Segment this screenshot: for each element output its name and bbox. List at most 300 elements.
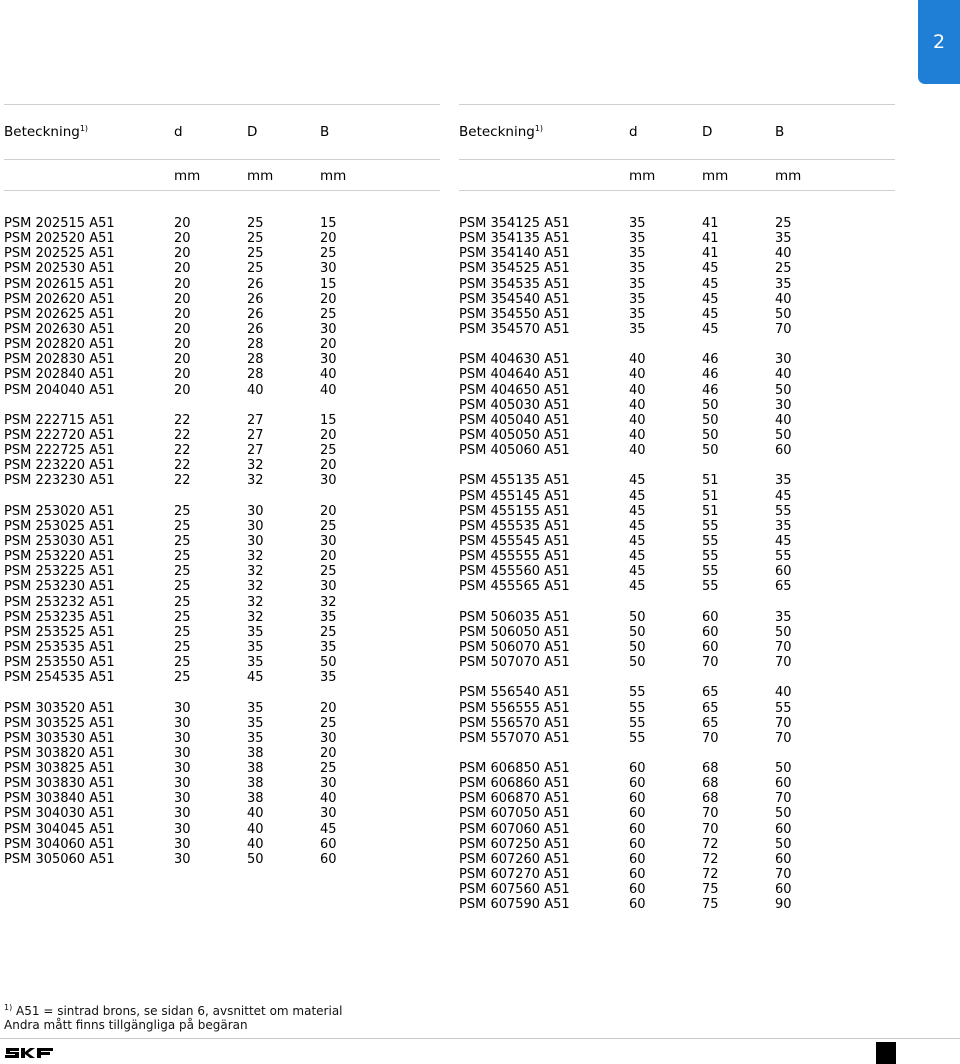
designation-cell: PSM 455145 A51 bbox=[459, 488, 570, 504]
D-cell: 60 bbox=[702, 639, 719, 655]
header-designation: Beteckning$^{1)}$ bbox=[4, 124, 89, 140]
d-cell: 40 bbox=[629, 443, 646, 459]
designation-cell: PSM 253220 A51 bbox=[4, 549, 115, 565]
d-cell: 40 bbox=[629, 412, 646, 428]
table-row bbox=[4, 292, 440, 307]
d-cell: 22 bbox=[174, 473, 191, 489]
B-cell: 25 bbox=[320, 246, 337, 262]
D-cell: 45 bbox=[702, 261, 719, 277]
d-cell: 35 bbox=[629, 306, 646, 322]
d-cell: 30 bbox=[174, 776, 191, 792]
B-cell: 25 bbox=[320, 564, 337, 580]
designation-cell: PSM 354570 A51 bbox=[459, 321, 570, 337]
D-cell: 27 bbox=[247, 443, 264, 459]
d-cell: 45 bbox=[629, 518, 646, 534]
table-row bbox=[459, 383, 895, 398]
d-cell: 25 bbox=[174, 609, 191, 625]
B-cell: 40 bbox=[320, 367, 337, 383]
designation-cell: PSM 404650 A51 bbox=[459, 382, 570, 398]
d-cell: 25 bbox=[174, 579, 191, 595]
D-cell: 25 bbox=[247, 261, 264, 277]
group-spacer bbox=[459, 458, 895, 473]
D-cell: 25 bbox=[247, 246, 264, 262]
B-cell: 70 bbox=[775, 655, 792, 671]
B-cell: 35 bbox=[320, 609, 337, 625]
B-cell: 50 bbox=[775, 306, 792, 322]
designation-cell: PSM 607260 A51 bbox=[459, 851, 570, 867]
B-cell: 65 bbox=[775, 579, 792, 595]
B-cell: 60 bbox=[775, 564, 792, 580]
d-cell: 45 bbox=[629, 488, 646, 504]
table-row bbox=[4, 322, 440, 337]
D-cell: 70 bbox=[702, 821, 719, 837]
B-cell: 70 bbox=[775, 730, 792, 746]
D-cell: 70 bbox=[702, 655, 719, 671]
B-cell: 60 bbox=[320, 836, 337, 852]
D-cell: 65 bbox=[702, 685, 719, 701]
D-cell: 51 bbox=[702, 488, 719, 504]
B-cell: 20 bbox=[320, 337, 337, 353]
D-cell: 40 bbox=[247, 836, 264, 852]
table-row bbox=[459, 413, 895, 428]
B-cell: 32 bbox=[320, 594, 337, 610]
table-row bbox=[4, 337, 440, 352]
table-row bbox=[4, 428, 440, 443]
header-divider bbox=[4, 159, 440, 160]
table-row bbox=[459, 504, 895, 519]
D-cell: 55 bbox=[702, 533, 719, 549]
D-cell: 41 bbox=[702, 216, 719, 231]
D-cell: 30 bbox=[247, 533, 264, 549]
B-cell: 30 bbox=[320, 579, 337, 595]
designation-cell: PSM 202615 A51 bbox=[4, 276, 115, 292]
D-cell: 65 bbox=[702, 715, 719, 731]
designation-cell: PSM 202830 A51 bbox=[4, 352, 115, 368]
table-row bbox=[459, 519, 895, 534]
d-cell: 50 bbox=[629, 655, 646, 671]
D-cell: 60 bbox=[702, 609, 719, 625]
designation-cell: PSM 404640 A51 bbox=[459, 367, 570, 383]
B-cell: 20 bbox=[320, 503, 337, 519]
B-cell: 60 bbox=[775, 882, 792, 898]
designation-cell: PSM 354525 A51 bbox=[459, 261, 570, 277]
B-cell: 30 bbox=[320, 321, 337, 337]
B-cell: 60 bbox=[775, 443, 792, 459]
d-cell: 30 bbox=[174, 761, 191, 777]
D-cell: 32 bbox=[247, 564, 264, 580]
designation-cell: PSM 607270 A51 bbox=[459, 867, 570, 883]
D-cell: 68 bbox=[702, 776, 719, 792]
table-row bbox=[459, 352, 895, 367]
D-cell: 51 bbox=[702, 503, 719, 519]
d-cell: 25 bbox=[174, 639, 191, 655]
designation-cell: PSM 253025 A51 bbox=[4, 518, 115, 534]
D-cell: 32 bbox=[247, 473, 264, 489]
d-cell: 20 bbox=[174, 246, 191, 262]
B-cell: 50 bbox=[775, 624, 792, 640]
designation-cell: PSM 303525 A51 bbox=[4, 715, 115, 731]
d-cell: 20 bbox=[174, 382, 191, 398]
B-cell: 70 bbox=[775, 639, 792, 655]
designation-cell: PSM 303820 A51 bbox=[4, 745, 115, 761]
B-cell: 25 bbox=[320, 518, 337, 534]
table-row bbox=[4, 519, 440, 534]
D-cell: 75 bbox=[702, 882, 719, 898]
table-row bbox=[459, 307, 895, 322]
d-cell: 22 bbox=[174, 443, 191, 459]
table-row bbox=[4, 852, 440, 867]
d-cell: 20 bbox=[174, 261, 191, 277]
d-cell: 22 bbox=[174, 458, 191, 474]
D-cell: 26 bbox=[247, 276, 264, 292]
B-cell: 40 bbox=[775, 367, 792, 383]
D-cell: 35 bbox=[247, 730, 264, 746]
designation-cell: PSM 607060 A51 bbox=[459, 821, 570, 837]
table-row bbox=[459, 534, 895, 549]
D-cell: 50 bbox=[702, 412, 719, 428]
table-row bbox=[4, 822, 440, 837]
D-cell: 72 bbox=[702, 851, 719, 867]
d-cell: 20 bbox=[174, 231, 191, 247]
B-cell: 50 bbox=[775, 382, 792, 398]
designation-cell: PSM 222720 A51 bbox=[4, 427, 115, 443]
d-cell: 25 bbox=[174, 655, 191, 671]
B-cell: 20 bbox=[320, 745, 337, 761]
D-cell: 46 bbox=[702, 382, 719, 398]
B-cell: 30 bbox=[320, 261, 337, 277]
d-cell: 20 bbox=[174, 352, 191, 368]
D-cell: 75 bbox=[702, 897, 719, 913]
table-row bbox=[4, 806, 440, 821]
designation-cell: PSM 253535 A51 bbox=[4, 639, 115, 655]
designation-cell: PSM 254535 A51 bbox=[4, 670, 115, 686]
B-cell: 20 bbox=[320, 291, 337, 307]
B-cell: 70 bbox=[775, 715, 792, 731]
table-row bbox=[459, 292, 895, 307]
d-cell: 35 bbox=[629, 246, 646, 262]
D-cell: 35 bbox=[247, 715, 264, 731]
d-cell: 20 bbox=[174, 306, 191, 322]
B-cell: 35 bbox=[775, 276, 792, 292]
table-row bbox=[4, 246, 440, 261]
table-row bbox=[459, 837, 895, 852]
designation-cell: PSM 506070 A51 bbox=[459, 639, 570, 655]
d-cell: 60 bbox=[629, 821, 646, 837]
designation-cell: PSM 202525 A51 bbox=[4, 246, 115, 262]
table-row bbox=[459, 443, 895, 458]
table-row bbox=[4, 352, 440, 367]
B-cell: 60 bbox=[775, 821, 792, 837]
d-cell: 30 bbox=[174, 806, 191, 822]
D-cell: 41 bbox=[702, 231, 719, 247]
table-row bbox=[4, 791, 440, 806]
table-row bbox=[459, 277, 895, 292]
designation-cell: PSM 354135 A51 bbox=[459, 231, 570, 247]
designation-cell: PSM 202520 A51 bbox=[4, 231, 115, 247]
footnote-line-1 bbox=[4, 1001, 343, 1018]
d-cell: 25 bbox=[174, 549, 191, 565]
designation-cell: PSM 253225 A51 bbox=[4, 564, 115, 580]
B-cell: 50 bbox=[320, 655, 337, 671]
designation-cell: PSM 606870 A51 bbox=[459, 791, 570, 807]
footnote-mark: 1) bbox=[4, 1003, 13, 1012]
designation-cell: PSM 253020 A51 bbox=[4, 503, 115, 519]
D-cell: 50 bbox=[702, 427, 719, 443]
right-table bbox=[459, 104, 895, 913]
D-cell: 45 bbox=[702, 321, 719, 337]
D-cell: 30 bbox=[247, 518, 264, 534]
unit-d: mm bbox=[629, 168, 656, 184]
d-cell: 20 bbox=[174, 276, 191, 292]
table-row bbox=[459, 473, 895, 488]
B-cell: 25 bbox=[775, 261, 792, 277]
D-cell: 46 bbox=[702, 367, 719, 383]
table-row bbox=[4, 716, 440, 731]
table-row bbox=[459, 246, 895, 261]
table-row bbox=[4, 261, 440, 276]
designation-cell: PSM 506035 A51 bbox=[459, 609, 570, 625]
table-row bbox=[4, 746, 440, 761]
B-cell: 15 bbox=[320, 216, 337, 231]
table-row bbox=[459, 852, 895, 867]
designation-cell: PSM 556540 A51 bbox=[459, 685, 570, 701]
D-cell: 45 bbox=[702, 276, 719, 292]
D-cell: 38 bbox=[247, 776, 264, 792]
D-cell: 27 bbox=[247, 412, 264, 428]
d-cell: 50 bbox=[629, 609, 646, 625]
B-cell: 20 bbox=[320, 700, 337, 716]
designation-cell: PSM 455560 A51 bbox=[459, 564, 570, 580]
designation-cell: PSM 354535 A51 bbox=[459, 276, 570, 292]
group-spacer bbox=[4, 398, 440, 413]
d-cell: 30 bbox=[174, 745, 191, 761]
D-cell: 51 bbox=[702, 473, 719, 489]
header-D: D bbox=[702, 124, 713, 140]
D-cell: 27 bbox=[247, 427, 264, 443]
d-cell: 55 bbox=[629, 700, 646, 716]
B-cell: 55 bbox=[775, 700, 792, 716]
designation-cell: PSM 253525 A51 bbox=[4, 624, 115, 640]
table-row bbox=[459, 731, 895, 746]
d-cell: 55 bbox=[629, 685, 646, 701]
designation-cell: PSM 253235 A51 bbox=[4, 609, 115, 625]
table-row bbox=[459, 610, 895, 625]
header-designation: Beteckning$^{1)}$ bbox=[459, 124, 544, 140]
table-row bbox=[4, 670, 440, 685]
table-row bbox=[4, 761, 440, 776]
d-cell: 30 bbox=[174, 791, 191, 807]
D-cell: 41 bbox=[702, 246, 719, 262]
B-cell: 25 bbox=[320, 306, 337, 322]
B-cell: 35 bbox=[320, 670, 337, 686]
D-cell: 70 bbox=[702, 730, 719, 746]
designation-cell: PSM 405040 A51 bbox=[459, 412, 570, 428]
d-cell: 25 bbox=[174, 624, 191, 640]
d-cell: 20 bbox=[174, 291, 191, 307]
header-row bbox=[459, 105, 895, 159]
designation-cell: PSM 607250 A51 bbox=[459, 836, 570, 852]
header-B: B bbox=[775, 124, 785, 140]
B-cell: 55 bbox=[775, 503, 792, 519]
table-row bbox=[4, 216, 440, 231]
B-cell: 15 bbox=[320, 412, 337, 428]
designation-cell: PSM 253232 A51 bbox=[4, 594, 115, 610]
D-cell: 30 bbox=[247, 503, 264, 519]
d-cell: 30 bbox=[174, 700, 191, 716]
header-d: d bbox=[174, 124, 183, 140]
table-row bbox=[459, 701, 895, 716]
designation-cell: PSM 253550 A51 bbox=[4, 655, 115, 671]
D-cell: 35 bbox=[247, 700, 264, 716]
table-row bbox=[459, 625, 895, 640]
d-cell: 45 bbox=[629, 564, 646, 580]
designation-cell: PSM 253230 A51 bbox=[4, 579, 115, 595]
page-number: 2 bbox=[932, 31, 946, 53]
designation-cell: PSM 556570 A51 bbox=[459, 715, 570, 731]
designation-cell: PSM 253030 A51 bbox=[4, 533, 115, 549]
table-row bbox=[4, 625, 440, 640]
B-cell: 15 bbox=[320, 276, 337, 292]
B-cell: 45 bbox=[775, 488, 792, 504]
designation-cell: PSM 507070 A51 bbox=[459, 655, 570, 671]
designation-cell: PSM 354140 A51 bbox=[459, 246, 570, 262]
d-cell: 40 bbox=[629, 382, 646, 398]
D-cell: 68 bbox=[702, 791, 719, 807]
table-row bbox=[459, 655, 895, 670]
designation-cell: PSM 223230 A51 bbox=[4, 473, 115, 489]
table-row bbox=[4, 307, 440, 322]
d-cell: 55 bbox=[629, 730, 646, 746]
d-cell: 20 bbox=[174, 337, 191, 353]
table-row bbox=[459, 564, 895, 579]
designation-cell: PSM 202530 A51 bbox=[4, 261, 115, 277]
designation-cell: PSM 303530 A51 bbox=[4, 730, 115, 746]
table-row bbox=[459, 791, 895, 806]
unit-divider bbox=[459, 190, 895, 191]
B-cell: 30 bbox=[320, 352, 337, 368]
table-row bbox=[4, 837, 440, 852]
D-cell: 25 bbox=[247, 216, 264, 231]
D-cell: 32 bbox=[247, 458, 264, 474]
B-cell: 20 bbox=[320, 458, 337, 474]
table-row bbox=[459, 716, 895, 731]
B-cell: 25 bbox=[775, 216, 792, 231]
table-row bbox=[459, 640, 895, 655]
B-cell: 45 bbox=[320, 821, 337, 837]
designation-cell: PSM 304030 A51 bbox=[4, 806, 115, 822]
D-cell: 26 bbox=[247, 291, 264, 307]
designation-cell: PSM 606850 A51 bbox=[459, 761, 570, 777]
group-spacer bbox=[459, 746, 895, 761]
designation-cell: PSM 455565 A51 bbox=[459, 579, 570, 595]
D-cell: 45 bbox=[247, 670, 264, 686]
D-cell: 32 bbox=[247, 579, 264, 595]
footnote-mark: 1) bbox=[79, 124, 89, 133]
table-row bbox=[4, 610, 440, 625]
B-cell: 25 bbox=[320, 443, 337, 459]
D-cell: 50 bbox=[702, 397, 719, 413]
table-row bbox=[4, 231, 440, 246]
D-cell: 26 bbox=[247, 306, 264, 322]
d-cell: 50 bbox=[629, 639, 646, 655]
d-cell: 60 bbox=[629, 791, 646, 807]
designation-cell: PSM 303840 A51 bbox=[4, 791, 115, 807]
table-row bbox=[459, 867, 895, 882]
designation-cell: PSM 455555 A51 bbox=[459, 549, 570, 565]
D-cell: 40 bbox=[247, 821, 264, 837]
d-cell: 55 bbox=[629, 715, 646, 731]
group-spacer bbox=[4, 489, 440, 504]
designation-cell: PSM 405050 A51 bbox=[459, 427, 570, 443]
group-spacer bbox=[4, 685, 440, 700]
D-cell: 32 bbox=[247, 549, 264, 565]
d-cell: 60 bbox=[629, 806, 646, 822]
footnote-line-2: Andra mått finns tillgängliga på begäran bbox=[4, 1018, 248, 1032]
designation-cell: PSM 204040 A51 bbox=[4, 382, 115, 398]
designation-cell: PSM 223220 A51 bbox=[4, 458, 115, 474]
d-cell: 20 bbox=[174, 216, 191, 231]
d-cell: 40 bbox=[629, 427, 646, 443]
designation-cell: PSM 557070 A51 bbox=[459, 730, 570, 746]
designation-cell: PSM 202515 A51 bbox=[4, 216, 115, 231]
B-cell: 30 bbox=[320, 730, 337, 746]
B-cell: 40 bbox=[320, 382, 337, 398]
table-row bbox=[459, 685, 895, 700]
table-row bbox=[459, 579, 895, 594]
table-row bbox=[4, 383, 440, 398]
designation-cell: PSM 506050 A51 bbox=[459, 624, 570, 640]
header-D: D bbox=[247, 124, 258, 140]
D-cell: 68 bbox=[702, 761, 719, 777]
d-cell: 45 bbox=[629, 579, 646, 595]
designation-cell: PSM 222715 A51 bbox=[4, 412, 115, 428]
B-cell: 55 bbox=[775, 549, 792, 565]
group-spacer bbox=[459, 337, 895, 352]
B-cell: 35 bbox=[775, 518, 792, 534]
table-row bbox=[459, 231, 895, 246]
designation-cell: PSM 222725 A51 bbox=[4, 443, 115, 459]
d-cell: 30 bbox=[174, 715, 191, 731]
designation-cell: PSM 303520 A51 bbox=[4, 700, 115, 716]
B-cell: 30 bbox=[320, 806, 337, 822]
table-row bbox=[459, 806, 895, 821]
designation-cell: PSM 455535 A51 bbox=[459, 518, 570, 534]
d-cell: 60 bbox=[629, 851, 646, 867]
d-cell: 25 bbox=[174, 594, 191, 610]
d-cell: 60 bbox=[629, 761, 646, 777]
B-cell: 30 bbox=[775, 352, 792, 368]
B-cell: 40 bbox=[775, 291, 792, 307]
d-cell: 60 bbox=[629, 776, 646, 792]
D-cell: 45 bbox=[702, 306, 719, 322]
d-cell: 60 bbox=[629, 882, 646, 898]
d-cell: 40 bbox=[629, 352, 646, 368]
d-cell: 35 bbox=[629, 216, 646, 231]
d-cell: 25 bbox=[174, 670, 191, 686]
d-cell: 45 bbox=[629, 473, 646, 489]
d-cell: 40 bbox=[629, 367, 646, 383]
page-number-tab bbox=[918, 0, 960, 84]
B-cell: 40 bbox=[775, 246, 792, 262]
bottom-divider bbox=[0, 1038, 960, 1039]
D-cell: 65 bbox=[702, 700, 719, 716]
table-row bbox=[4, 504, 440, 519]
d-cell: 22 bbox=[174, 412, 191, 428]
table-row bbox=[4, 564, 440, 579]
D-cell: 28 bbox=[247, 337, 264, 353]
B-cell: 60 bbox=[320, 851, 337, 867]
D-cell: 35 bbox=[247, 624, 264, 640]
